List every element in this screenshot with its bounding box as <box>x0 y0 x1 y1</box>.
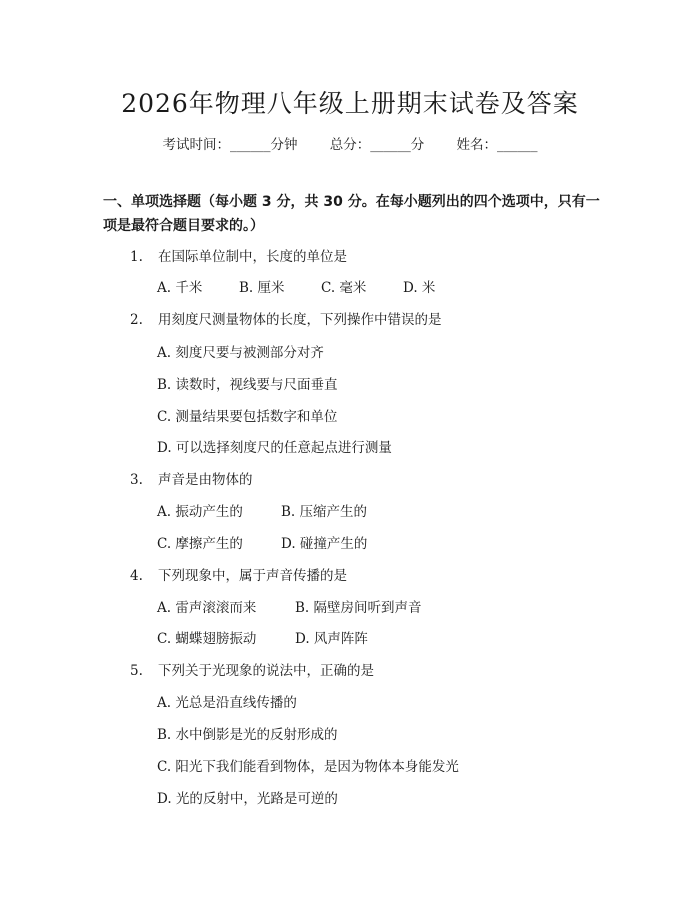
question-stem: 下列现象中，属于声音传播的是 <box>158 568 347 584</box>
total-score-unit: 分 <box>410 137 425 153</box>
option-c: C. 蝴蝶翅膀振动 <box>157 631 257 647</box>
option-b: B. 读数时，视线要与尺面垂直 <box>157 377 338 393</box>
student-name-blank: ______ <box>497 137 538 153</box>
option-b: B. 隔壁房间听到声音 <box>295 600 422 616</box>
student-name-field <box>457 133 538 153</box>
question-3-options-row-2 <box>157 532 367 552</box>
option-d: D. 米 <box>403 280 436 296</box>
option-b: B. 压缩产生的 <box>281 504 368 520</box>
exam-time-label: 考试时间： <box>162 137 230 153</box>
question-4-options-row-2 <box>157 627 368 647</box>
option-d: D. 可以选择刻度尺的任意起点进行测量 <box>157 440 392 456</box>
question-4-options-row-1 <box>157 596 422 616</box>
question-stem: 下列关于光现象的说法中，正确的是 <box>158 663 374 679</box>
option-b: B. 厘米 <box>239 280 285 296</box>
option-c: C. 毫米 <box>321 280 367 296</box>
total-score-field <box>330 133 425 153</box>
question-number: 5. <box>130 663 143 679</box>
option-d: D. 碰撞产生的 <box>281 536 368 552</box>
exam-info-line <box>0 133 700 153</box>
option-b: B. 水中倒影是光的反射形成的 <box>157 727 338 743</box>
total-score-label: 总分： <box>329 137 371 153</box>
option-c: C. 测量结果要包括数字和单位 <box>157 409 338 425</box>
question-stem: 用刻度尺测量物体的长度，下列操作中错误的是 <box>158 312 442 328</box>
exam-time-blank: ______ <box>229 137 271 153</box>
question-number: 4. <box>130 568 143 584</box>
question-3 <box>130 468 253 488</box>
option-a: A. 光总是沿直线传播的 <box>157 695 297 711</box>
question-number: 3. <box>130 472 143 488</box>
option-a: A. 振动产生的 <box>157 504 243 520</box>
question-number: 2. <box>130 312 143 328</box>
question-stem: 声音是由物体的 <box>158 472 253 488</box>
option-c: C. 摩擦产生的 <box>157 536 243 552</box>
option-a: A. 雷声滚滚而来 <box>157 600 257 616</box>
question-2 <box>130 308 442 328</box>
option-d: D. 风声阵阵 <box>295 631 368 647</box>
section-heading: 一、单项选择题（每小题 3 分，共 30 分。在每小题列出的四个选项中，只有一项是最符合题目要求的。） <box>103 194 600 234</box>
exam-time-field <box>162 133 297 153</box>
question-3-options-row-1 <box>157 500 367 520</box>
question-1-options <box>157 276 435 296</box>
question-stem: 在国际单位制中，长度的单位是 <box>158 249 347 265</box>
exam-time-unit: 分钟 <box>270 137 298 153</box>
option-a: A. 千米 <box>157 280 203 296</box>
total-score-blank: ______ <box>370 137 411 153</box>
question-5 <box>130 659 374 679</box>
option-c: C. 阳光下我们能看到物体，是因为物体本身能发光 <box>157 759 459 775</box>
option-d: D. 光的反射中，光路是可逆的 <box>157 791 338 807</box>
student-name-label: 姓名： <box>456 137 498 153</box>
question-4 <box>130 564 347 584</box>
question-1 <box>130 245 347 265</box>
question-number: 1. <box>130 249 143 265</box>
page-title: 2026年物理八年级上册期末试卷及答案 <box>121 89 579 118</box>
option-a: A. 刻度尺要与被测部分对齐 <box>157 345 324 361</box>
